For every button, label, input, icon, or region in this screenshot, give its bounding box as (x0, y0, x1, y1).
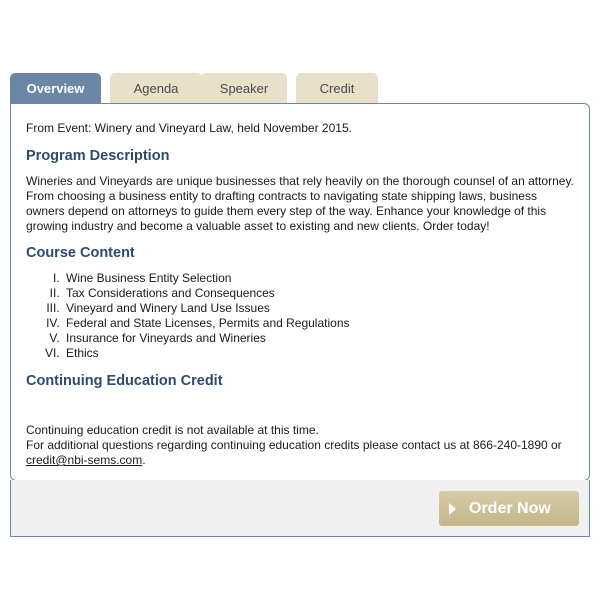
play-arrow-icon (449, 503, 456, 515)
credit-email-link[interactable]: credit@nbi-sems.com (26, 453, 143, 467)
list-item: III. Vineyard and Winery Land Use Issues (63, 301, 574, 316)
order-footer (10, 480, 590, 537)
credit-contact-text (26, 438, 574, 468)
tab-speaker[interactable]: Speaker (201, 73, 287, 104)
tab-credit[interactable]: Credit (296, 73, 378, 104)
course-content-list (63, 271, 574, 361)
list-item: I. Wine Business Entity Selection (63, 271, 574, 286)
credit-contact-end: . (142, 453, 146, 467)
list-item: IV. Federal and State Licenses, Permits and Regulations (63, 316, 574, 331)
order-now-label: Order Now (469, 500, 551, 517)
list-item: VI. Ethics (63, 346, 574, 361)
tab-overview[interactable]: Overview (10, 73, 101, 104)
program-description-heading: Program Description (26, 148, 170, 164)
tab-bar (10, 73, 590, 104)
list-item: II. Tax Considerations and Consequences (63, 286, 574, 301)
credit-contact-line: For additional questions regarding continuing education credits please contact us at 866-240-1890 or (26, 438, 562, 452)
tab-agenda[interactable]: Agenda (110, 73, 202, 104)
course-content-heading: Course Content (26, 245, 135, 261)
overview-panel (10, 103, 590, 481)
from-event-text: From Event: Winery and Vineyard Law, held November 2015. (26, 121, 352, 135)
order-now-button[interactable] (439, 491, 579, 526)
list-item: V. Insurance for Vineyards and Wineries (63, 331, 574, 346)
program-description-text: Wineries and Vineyards are unique businesses that rely heavily on the thorough counsel of an attorney. From choosing a business entity to drafting contracts to navigating state shipping laws, business owners depend on attorneys to guide them every step of the way. Enhance your knowledge of this growing industry and become a valuable asset to existing and new clients. Order today! (26, 174, 574, 233)
continuing-education-heading: Continuing Education Credit (26, 373, 223, 389)
credit-availability-text: Continuing education credit is not available at this time. (26, 423, 319, 437)
